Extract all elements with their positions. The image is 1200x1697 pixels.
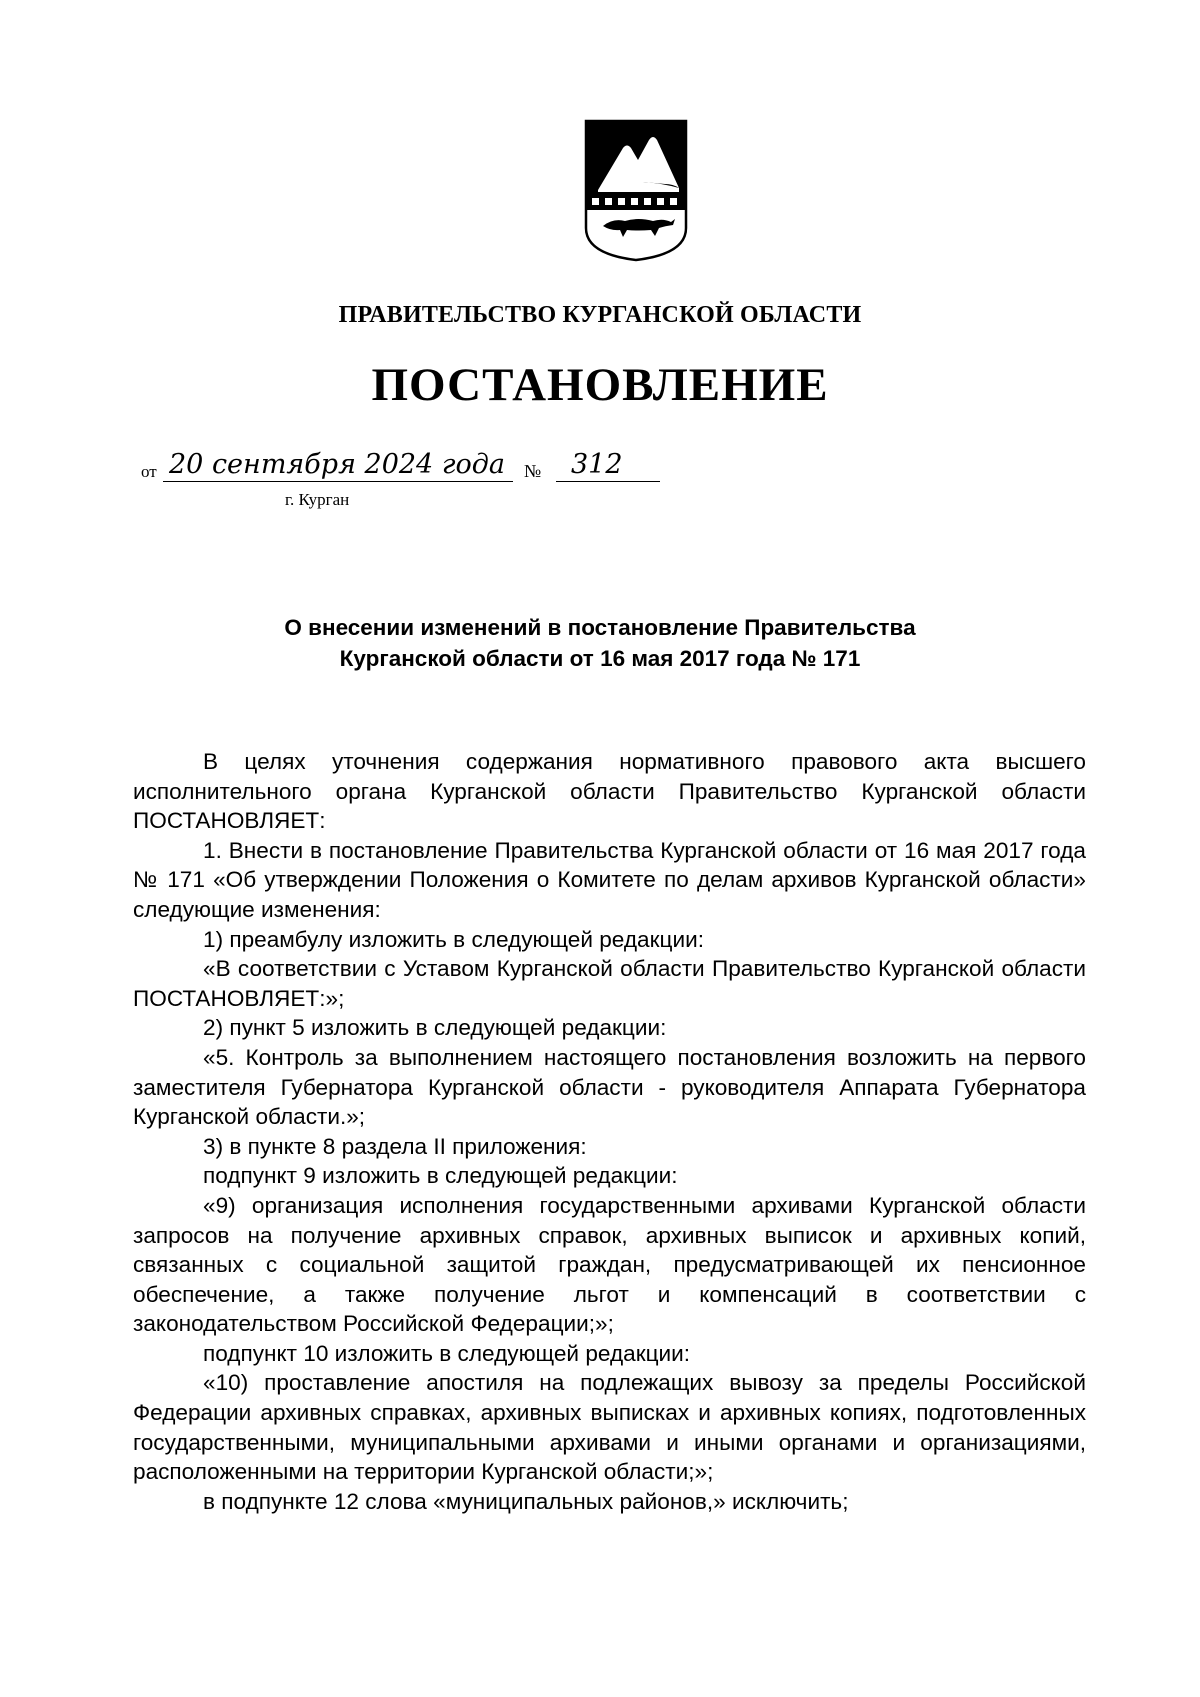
number-label: № xyxy=(524,461,542,481)
body-paragraph: В целях уточнения содержания нормативного правового акта высшего исполнительного органа Курганской области Правительство Курганской области ПОСТАНОВЛЯЕТ: xyxy=(133,749,1086,834)
from-label: от xyxy=(141,462,157,481)
document-subject xyxy=(0,612,1200,674)
subject-line-2: Курганской области от 16 мая 2017 года № 171 xyxy=(339,646,861,671)
date-underline xyxy=(163,481,513,482)
number-underline xyxy=(556,481,660,482)
government-name: ПРАВИТЕЛЬСТВО КУРГАНСКОЙ ОБЛАСТИ xyxy=(338,302,862,328)
body-paragraph: подпункт 10 изложить в следующей редакции: xyxy=(203,1340,691,1366)
handwritten-date: 20 сентября 2024 года xyxy=(169,449,505,480)
kurgan-region-coat-of-arms-icon xyxy=(583,118,689,263)
body-paragraph: «5. Контроль за выполнением настоящего постановления возложить на первого заместителя Губернатора Курганской области - руководителя Аппарата Губернатора Курганской области.»; xyxy=(133,1044,1086,1130)
body-paragraph: 2) пункт 5 изложить в следующей редакции: xyxy=(203,1015,667,1041)
body-paragraph: «В соответствии с Уставом Курганской области Правительство Курганской области ПОСТАНОВЛЯЕТ:»; xyxy=(133,956,1086,1011)
date-number-line xyxy=(141,448,661,488)
city-label: г. Курган xyxy=(285,490,350,509)
subject-line-1: О внесении изменений в постановление Правительства xyxy=(284,615,916,640)
document-type-title: ПОСТАНОВЛЕНИЕ xyxy=(371,359,829,411)
body-paragraph: подпункт 9 изложить в следующей редакции: xyxy=(203,1163,678,1189)
body-paragraph: в подпункте 12 слова «муниципальных районов,» исключить; xyxy=(203,1488,849,1514)
body-paragraph: 1. Внести в постановление Правительства Курганской области от 16 мая 2017 года № 171 «Об утверждении Положения о Комитете по делам архивов Курганской области» следующие изменения: xyxy=(133,837,1086,922)
handwritten-number: 312 xyxy=(571,449,623,480)
body-paragraph: 3) в пункте 8 раздела II приложения: xyxy=(203,1133,587,1159)
body-paragraph: «10) проставление апостиля на подлежащих вывозу за пределы Российской Федерации архивных справках, архивных выписках и архивных копиях, подготовленных государственными, муниципальными архивами и иными органами и организациями, расположенными на территории Курганской области;»; xyxy=(133,1370,1086,1485)
document-body xyxy=(133,747,1086,1516)
body-paragraph: «9) организация исполнения государственными архивами Курганской области запросов на получение архивных справок, архивных выписок и архивных копий, связанных с социальной защитой граждан, предусматривающей их пенсионное обеспечение, а также получение льгот и компенсаций в соответствии с законодательством Российской Федерации;»; xyxy=(133,1192,1086,1337)
body-paragraph: 1) преамбулу изложить в следующей редакции: xyxy=(203,926,704,952)
